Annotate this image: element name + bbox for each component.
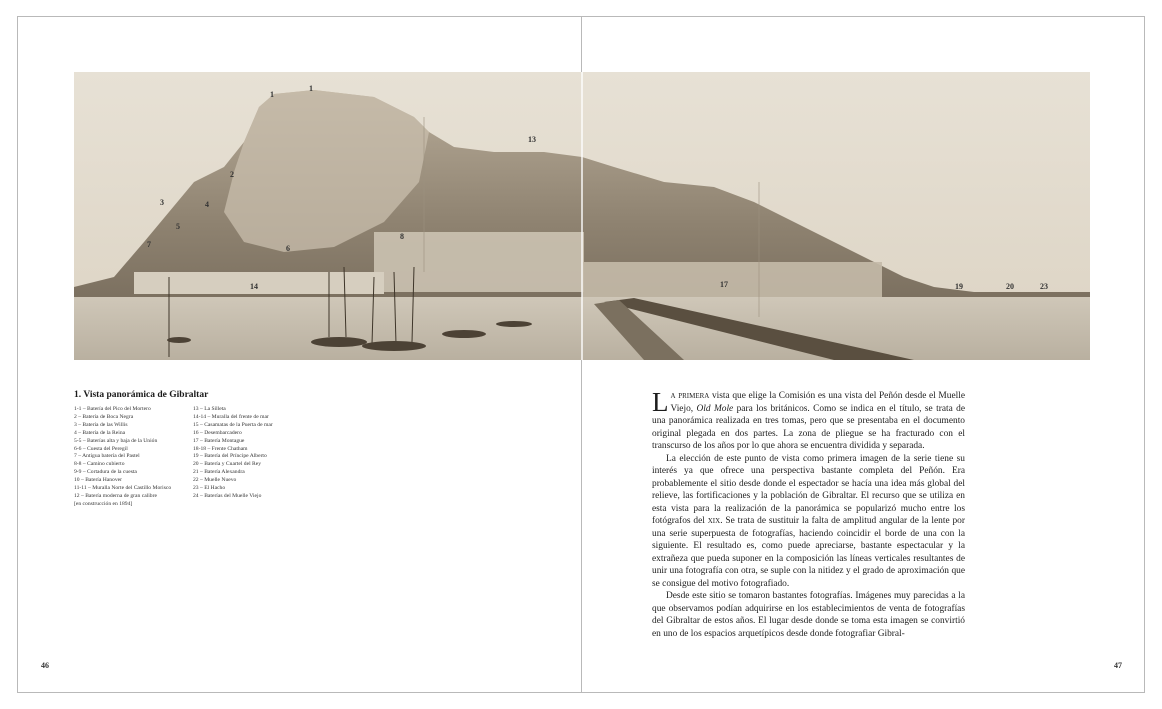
legend-column-1 xyxy=(74,406,171,509)
legend-item: 4 – Batería de la Reina xyxy=(74,429,126,436)
legend-item: 15 – Casamatas de la Puerta de mar xyxy=(193,421,273,428)
photo-marker: 1 xyxy=(309,84,313,93)
photo-marker: 14 xyxy=(250,282,258,291)
photo-marker: 13 xyxy=(528,135,536,144)
legend-item: 12 – Batería moderna de gran calibre xyxy=(74,492,157,499)
legend-item: 24 – Baterías del Muelle Viejo xyxy=(193,492,262,499)
photo-marker: 19 xyxy=(955,282,963,291)
legend-item: 8-8 – Camino cubierto xyxy=(74,461,125,468)
body-text xyxy=(652,387,965,640)
italic-text: Old Mole xyxy=(696,403,734,414)
drop-cap: L xyxy=(652,387,669,417)
photo-marker: 4 xyxy=(205,200,209,209)
legend-item: 2 – Batería de Boca Negra xyxy=(74,413,134,420)
paragraph-2 xyxy=(652,453,965,591)
legend-item: [en construcción en 1894] xyxy=(74,500,133,507)
paragraph-text: La elección de este punto de vista como primera imagen de la serie tiene su interés ya que ofrece una perspectiva bastante completa del Peñón. Era probablemente el sitio desde donde el espectador se hacía una idea más global del relieve, las fortificaciones y la población de Gibraltar. El recurso que se utiliza en esta vista para la realización de la panorámica se popularizó mucho entre los fotógrafos del xyxy=(652,453,965,526)
legend-item: 22 – Muelle Nuevo xyxy=(193,477,237,484)
photo-marker: 1 xyxy=(270,90,274,99)
paragraph-text: vista que elige la Comisión es una vista del Peñón desde el Muelle Viejo, xyxy=(670,391,965,414)
legend-item: 11-11 – Muralla Norte del Castillo Morisco xyxy=(74,485,172,492)
legend-item: 21 – Batería Alexandra xyxy=(193,469,245,476)
photo-marker: 6 xyxy=(286,244,290,253)
paragraph-text: para los británicos. Como se indica en el título, se trata de una panorámica realizada en tres tomas, pero que se presentaba en el documento original plegada en dos partes. La zona de pliegue se ha fracturado con el transcurso de los años por lo que ahora se encuentra dividida y separada. xyxy=(652,403,965,451)
legend-item: 7 – Antigua batería del Pastel xyxy=(74,453,140,460)
photo-marker: 8 xyxy=(400,232,404,241)
legend-column-2 xyxy=(193,406,273,501)
gibraltar-panorama-image xyxy=(74,72,1090,360)
legend-item: 6-6 – Cuesta del Peregil xyxy=(74,445,128,452)
paragraph-3: Desde este sitio se tomaron bastantes fotografías. Imágenes muy parecidas a la que observamos podían adquirirse en los establecimientos de venta de fotografías del Gibraltar de estos años. El lugar desde donde se toma esta imagen se convirtió en uno de los espacios arquetípicos desde donde fotografiar Gibral- xyxy=(652,591,965,639)
caption-title: 1. Vista panorámica de Gibraltar xyxy=(74,390,209,400)
photo-marker: 20 xyxy=(1006,282,1014,291)
photo-marker: 5 xyxy=(176,222,180,231)
legend-item: 19 – Batería del Príncipe Alberto xyxy=(193,453,267,460)
photo-marker: 2 xyxy=(230,170,234,179)
photo-marker: 7 xyxy=(147,240,151,249)
paragraph-text: . Se trata de sustituir la falta de amplitud angular de la lente por una serie superpuesta de fotografías, haciendo coincidir el borde de una con la siguiente. El resultado es, como puede apreciarse, bastante espectacular y la extrañeza que pueda suponer en la composición las líneas verticales resultantes de unir una fotografía con otra, se suple con la nitidez y el grado de aproximación que se consigue del motivo fotografiado. xyxy=(652,516,965,589)
photo-marker: 17 xyxy=(720,280,728,289)
legend-item: 17 – Batería Montague xyxy=(193,437,245,444)
panoramic-photo xyxy=(74,72,1090,360)
legend-item: 20 – Batería y Cuartel del Rey xyxy=(193,461,262,468)
legend-item: 16 – Desembarcadero xyxy=(193,429,242,436)
legend-item: 14-14 – Muralla del frente de mar xyxy=(193,413,269,420)
legend-item: 5-5 – Baterías alta y baja de la Unión xyxy=(74,437,158,444)
century-smallcaps: xix xyxy=(707,516,721,526)
page-number-left: 46 xyxy=(41,661,49,670)
paragraph-1 xyxy=(652,387,965,453)
legend-item: 10 – Batería Hanover xyxy=(74,477,122,484)
legend-item: 13 – La Silleta xyxy=(193,406,226,412)
legend-item: 9-9 – Cortadura de la cuesta xyxy=(74,469,137,476)
photo-marker: 3 xyxy=(160,198,164,207)
photo-marker: 23 xyxy=(1040,282,1048,291)
page-number-right: 47 xyxy=(1114,661,1122,670)
legend-item: 18-18 – Frente Chatham xyxy=(193,445,248,452)
legend-item: 1-1 – Batería del Pico del Mortero xyxy=(74,406,151,412)
legend-item: 23 – El Hacho xyxy=(193,485,226,492)
legend-item: 3 – Batería de las Willis xyxy=(74,421,128,428)
smallcaps-lead: a primera xyxy=(670,391,710,401)
